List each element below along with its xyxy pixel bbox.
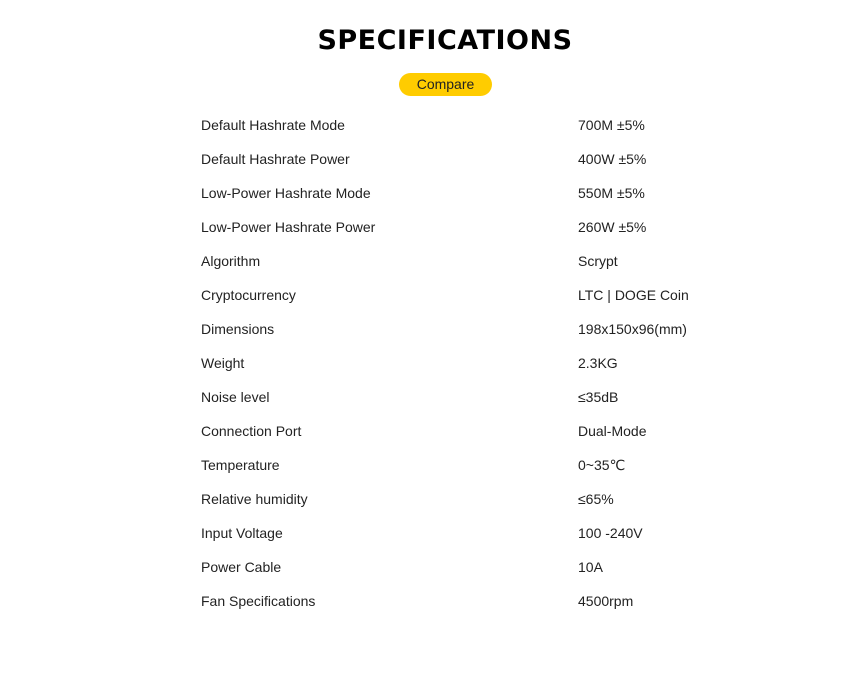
spec-row [201, 346, 721, 380]
spec-value: 2.3KG [578, 355, 618, 371]
spec-label: Cryptocurrency [201, 287, 296, 303]
spec-value: 100 -240V [578, 525, 643, 541]
spec-row [201, 210, 721, 244]
spec-value: 10A [578, 559, 603, 575]
spec-label: Temperature [201, 457, 280, 473]
spec-label: Fan Specifications [201, 593, 316, 609]
spec-label: Low-Power Hashrate Power [201, 219, 376, 235]
spec-label: Default Hashrate Power [201, 151, 350, 167]
spec-label: Power Cable [201, 559, 282, 575]
spec-label: Low-Power Hashrate Mode [201, 185, 371, 201]
spec-row [201, 414, 721, 448]
spec-row [201, 142, 721, 176]
specifications-list [201, 108, 721, 618]
spec-value: LTC | DOGE Coin [578, 287, 689, 303]
spec-value: 550M ±5% [578, 185, 645, 201]
spec-row [201, 482, 721, 516]
spec-row [201, 312, 721, 346]
spec-row [201, 108, 721, 142]
spec-label: Default Hashrate Mode [201, 117, 345, 133]
spec-row [201, 584, 721, 618]
spec-row [201, 516, 721, 550]
spec-row [201, 448, 721, 482]
spec-label: Dimensions [201, 321, 275, 337]
spec-value: 400W ±5% [578, 151, 647, 167]
spec-value: 198x150x96(mm) [578, 321, 687, 337]
spec-row [201, 550, 721, 584]
spec-row [201, 176, 721, 210]
spec-value: 700M ±5% [578, 117, 645, 133]
spec-value: Scrypt [578, 253, 618, 269]
spec-value: 260W ±5% [578, 219, 647, 235]
spec-row [201, 244, 721, 278]
spec-value: 0~35℃ [578, 456, 626, 473]
page-title: SPECIFICATIONS [317, 25, 573, 56]
spec-value: ≤65% [578, 491, 614, 507]
spec-value: 4500rpm [578, 593, 634, 609]
spec-row [201, 380, 721, 414]
spec-label: Algorithm [201, 253, 261, 269]
compare-button[interactable]: Compare [399, 73, 492, 96]
spec-row [201, 278, 721, 312]
spec-label: Connection Port [201, 423, 302, 439]
spec-value: Dual-Mode [578, 423, 647, 439]
spec-value: ≤35dB [578, 389, 619, 405]
spec-label: Relative humidity [201, 491, 308, 507]
spec-label: Noise level [201, 389, 270, 405]
spec-label: Weight [201, 355, 245, 371]
spec-label: Input Voltage [201, 525, 283, 541]
